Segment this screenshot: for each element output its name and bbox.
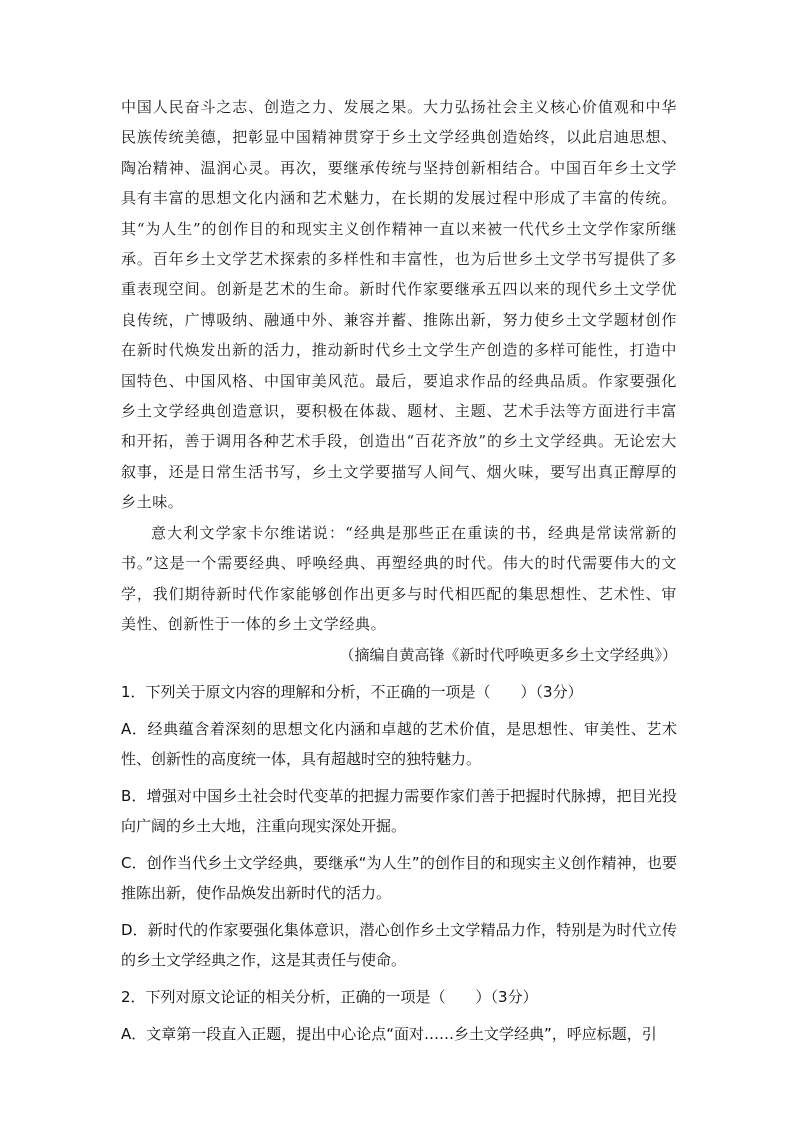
question-1-stem: 1．下列关于原文内容的理解和分析，不正确的一项是（ ）（3分）: [121, 683, 583, 701]
passage-paragraph-2: 意大利文学家卡尔维诺说：“经典是那些正在重读的书，经典是常读常新的书。”这是一个需要经典、呼唤经典、再塑经典的时代。伟大的时代需要伟大的文学，我们期待新时代作家能够创作出更多与时代相匹配的集思想性、艺术性、审美性、创新性于一体的乡土文学经典。: [121, 523, 677, 633]
question-1-option-b: B．增强对中国乡土社会时代变革的把握力需要作家们善于把握时代脉搏，把目光投向广阔的乡土大地，注重向现实深处开掘。: [121, 787, 677, 835]
question-1-option-a: A．经典蕴含着深刻的思想文化内涵和卓越的艺术价值，是思想性、审美性、艺术性、创新性的高度统一体，具有超越时空的独特魅力。: [121, 720, 677, 768]
question-2-option-a: A．文章第一段直入正题，提出中心论点“面对……乡土文学经典”，呼应标题，引: [121, 1025, 657, 1043]
question-1: [121, 677, 677, 975]
question-1-option-d: D．新时代的作家要强化集体意识，潜心创作乡土文学精品力作，特别是为时代立传的乡土文学经典之作，这是其责任与使命。: [121, 921, 677, 969]
passage-source: （摘编自黄高锋《新时代呼唤更多乡土文学经典》）: [339, 646, 677, 664]
question-section: [121, 677, 677, 1049]
passage-paragraph-1: 中国人民奋斗之志、创造之力、发展之果。大力弘扬社会主义核心价值观和中华民族传统美德，把彰显中国精神贯穿于乡土文学经典创造始终，以此启迪思想、陶冶精神、温润心灵。再次，要继承传统与坚持创新相结合。中国百年乡土文学具有丰富的思想文化内涵和艺术魅力，在长期的发展过程中形成了丰富的传统。其“为人生”的创作目的和现实主义创作精神一直以来被一代代乡土文学作家所继承。百年乡土文学艺术探索的多样性和丰富性，也为后世乡土文学书写提供了多重表现空间。创新是艺术的生命。新时代作家要继承五四以来的现代乡土文学优良传统，广博吸纳、融通中外、兼容并蓄、推陈出新，努力使乡土文学题材创作在新时代焕发出新的活力，推动新时代乡土文学生产创造的多样可能性，打造中国特色、中国风格、中国审美风范。最后，要追求作品的经典品质。作家要强化乡土文学经典创造意识，要积极在体裁、题材、主题、艺术手法等方面进行丰富和开拓，善于调用各种艺术手段，创造出“百花齐放”的乡土文学经典。无论宏大叙事，还是日常生活书写，乡土文学要描写人间气、烟火味，要写出真正醇厚的乡土味。: [121, 98, 677, 512]
question-2-stem: 2．下列对原文论证的相关分析，正确的一项是（ ）（3分）: [121, 988, 538, 1006]
reading-passage: [121, 92, 677, 639]
question-1-option-c: C．创作当代乡土文学经典，要继承“为人生”的创作目的和现实主义创作精神，也要推陈出新，使作品焕发出新时代的活力。: [121, 854, 677, 902]
question-2: [121, 982, 677, 1049]
